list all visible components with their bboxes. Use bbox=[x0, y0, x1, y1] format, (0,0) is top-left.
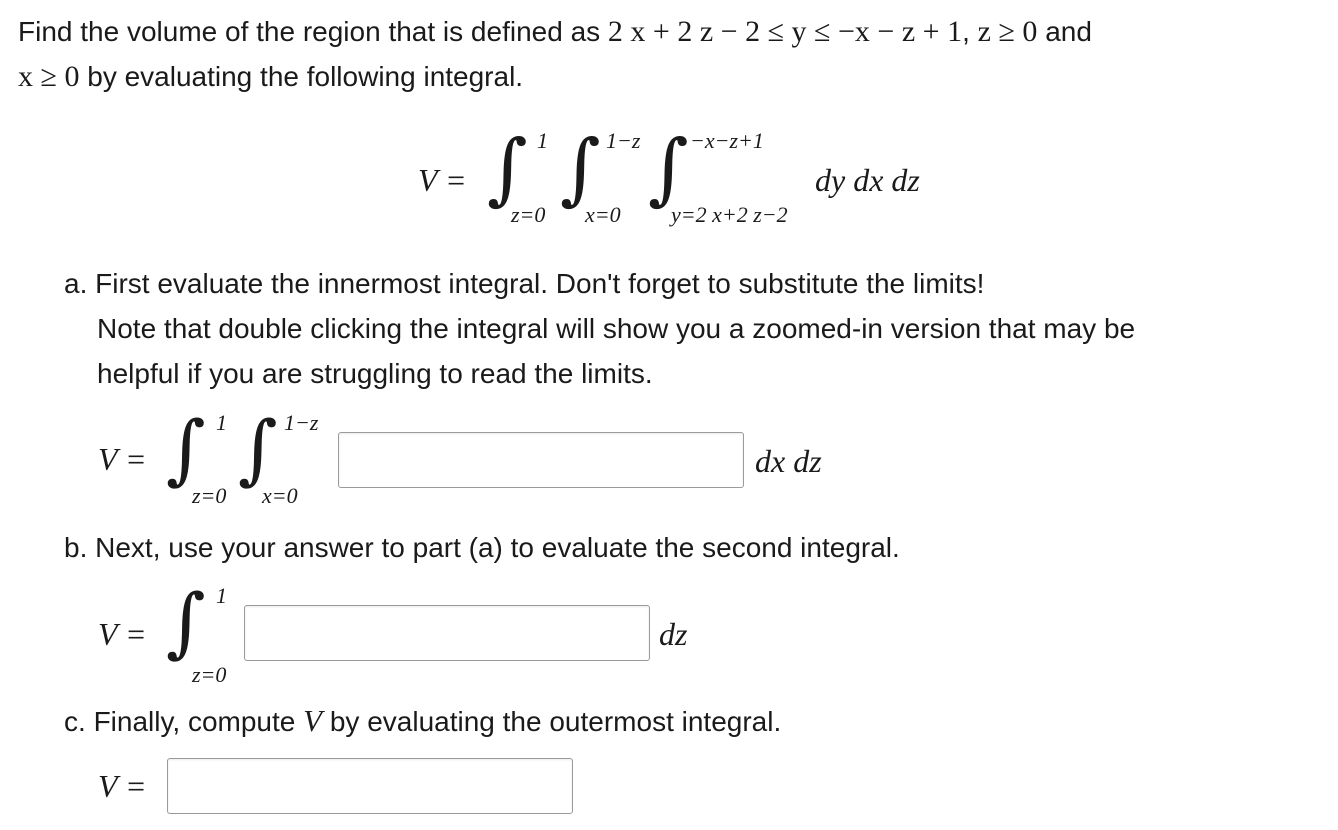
part-b-upper: 1 bbox=[216, 583, 227, 608]
part-c-text-start: Finally, compute bbox=[93, 706, 296, 737]
part-a-outer-upper: 1 bbox=[216, 410, 227, 435]
part-a-inner-upper: 1−z bbox=[284, 410, 319, 435]
problem-line-1 bbox=[18, 10, 1092, 54]
part-a-instruction bbox=[64, 262, 984, 306]
problem-line-2 bbox=[18, 55, 523, 99]
part-a-note-line-2: helpful if you are struggling to read the limits. bbox=[97, 358, 653, 389]
inequality-y: 2 x + 2 z − 2 ≤ y ≤ −x − z + 1 bbox=[607, 15, 963, 48]
integral-sign-outer: ∫ bbox=[166, 404, 206, 493]
outer-lower-limit: z=0 bbox=[511, 202, 546, 227]
part-b-lhs: V = bbox=[98, 616, 147, 652]
part-a-lhs: V = bbox=[98, 441, 147, 477]
part-a-differentials: dx dz bbox=[755, 443, 822, 479]
and-text: and bbox=[1045, 16, 1092, 47]
part-a-inner-lower: x=0 bbox=[262, 483, 298, 508]
part-b-label: b. bbox=[64, 532, 88, 563]
part-b-differential: dz bbox=[659, 616, 688, 652]
integral-sign-outer: ∫ bbox=[487, 124, 528, 214]
integral-sign-inner: ∫ bbox=[648, 124, 689, 214]
integral-sign-middle: ∫ bbox=[560, 124, 601, 214]
part-b-instruction bbox=[64, 526, 900, 570]
inequality-x: x ≥ 0 bbox=[18, 60, 80, 93]
part-b-text: Next, use your answer to part (a) to evaluate the second integral. bbox=[95, 532, 900, 563]
part-c-variable: V bbox=[303, 703, 323, 738]
part-a-label: a. bbox=[64, 268, 88, 299]
inequality-z: z ≥ 0 bbox=[977, 15, 1038, 48]
inner-upper-limit: −x−z+1 bbox=[690, 128, 764, 153]
problem-instruction-text: by evaluating the following integral. bbox=[87, 61, 524, 92]
part-a-outer-lower: z=0 bbox=[192, 483, 227, 508]
part-c-text-end: by evaluating the outermost integral. bbox=[329, 706, 782, 737]
main-integral-differentials: dy dx dz bbox=[815, 162, 920, 198]
part-c-lhs: V = bbox=[98, 768, 147, 804]
part-b-answer-input[interactable] bbox=[244, 605, 650, 661]
inner-lower-limit: y=2 x+2 z−2 bbox=[671, 202, 788, 227]
middle-lower-limit: x=0 bbox=[585, 202, 621, 227]
main-integral[interactable] bbox=[0, 120, 1338, 240]
integral-sign: ∫ bbox=[166, 577, 206, 666]
part-c-instruction bbox=[64, 699, 781, 744]
part-a-text: First evaluate the innermost integral. Don't forget to substitute the limits! bbox=[95, 268, 985, 299]
part-c-label: c. bbox=[64, 706, 86, 737]
comma: , bbox=[962, 16, 970, 47]
integral-sign-inner: ∫ bbox=[238, 404, 278, 493]
part-b-lower: z=0 bbox=[192, 662, 227, 687]
part-c-answer-input[interactable] bbox=[167, 758, 573, 814]
outer-upper-limit: 1 bbox=[537, 128, 548, 153]
part-a-answer-input[interactable] bbox=[338, 432, 744, 488]
part-a-note-line-1: Note that double clicking the integral will show you a zoomed-in version that may be bbox=[97, 313, 1136, 344]
problem-intro-text: Find the volume of the region that is defined as bbox=[18, 16, 601, 47]
middle-upper-limit: 1−z bbox=[606, 128, 641, 153]
main-integral-lhs: V = bbox=[418, 162, 467, 198]
